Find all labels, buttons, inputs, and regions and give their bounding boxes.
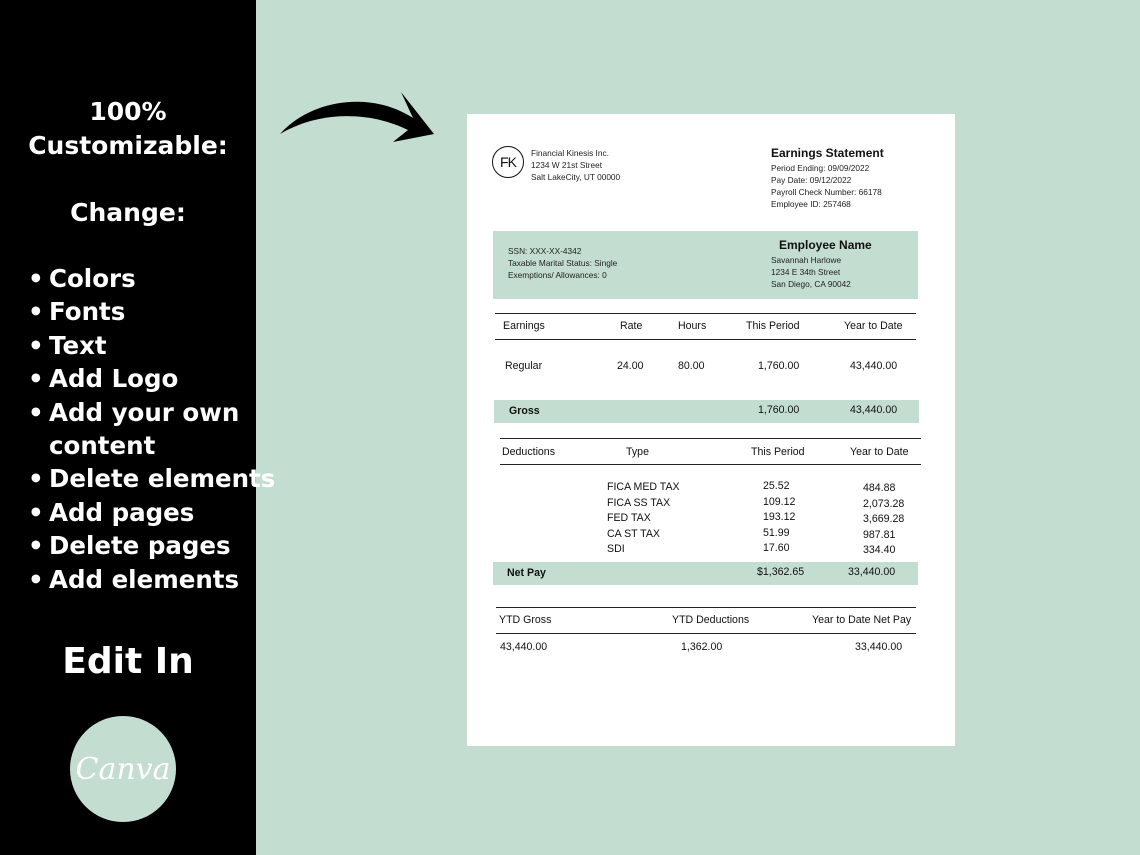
employee-id: Employee ID: 257468 [771,199,851,209]
type-header: Type [626,446,649,458]
headline-line-1: 100% [89,97,167,126]
ytd-deductions-value: 1,362.00 [681,641,723,653]
statement-title: Earnings Statement [771,146,884,160]
gross-label: Gross [509,405,540,417]
feature-item: • Add your own [18,396,254,429]
ytd-gross-header: YTD Gross [499,614,552,626]
employee-info [771,237,872,290]
promo-panel [0,0,276,855]
deduction-amount: 17.60 [763,542,790,555]
deduction-this-period [763,479,795,557]
deduction-type: FICA MED TAX [607,481,680,493]
ytd-net-pay-value: 33,440.00 [855,641,903,653]
divider [500,464,921,465]
feature-item: • Fonts [18,295,254,328]
deduction-ytd-amount: 3,669.28 [863,513,905,526]
divider [495,339,916,340]
ded-this-period-header: This Period [751,446,805,458]
tax-info [508,245,617,281]
employee-address-1: 1234 E 34th Street [771,267,841,277]
deduction-amount: 51.99 [763,526,790,539]
this-period-header: This Period [746,320,800,332]
period-ending: Period Ending: 09/09/2022 [771,163,870,173]
deduction-amount: 109.12 [763,495,796,508]
feature-item: • Add elements [18,563,254,596]
headline-line-2: Customizable: [28,131,228,160]
regular-label: Regular [505,360,543,372]
curved-arrow-icon [275,82,440,147]
divider [495,313,916,314]
company-address-1: 1234 W 21st Street [531,160,603,170]
canva-logo: Canva [70,716,176,822]
company-logo: FK [492,146,524,178]
feature-item: • Delete pages [18,529,254,562]
feature-item: • Text [18,329,254,362]
deduction-ytd [863,481,904,559]
statement-info [771,145,884,210]
net-pay-label: Net Pay [507,567,546,579]
employee-band [493,231,918,299]
earnings-statement-page [467,114,955,746]
feature-item-continuation: content [49,431,156,461]
ytd-deductions-header: YTD Deductions [672,614,750,626]
employee-name-title: Employee Name [779,238,872,252]
headline [0,95,256,163]
deduction-type: SDI [607,543,625,556]
deduction-type: FICA SS TAX [607,496,671,509]
edit-in-label: Edit In [62,641,194,682]
ded-ytd-header: Year to Date [850,446,909,458]
deductions-header: Deductions [502,446,555,458]
deduction-amount: 25.52 [763,480,790,492]
feature-list [18,262,276,596]
deduction-ytd-amount: 2,073.28 [863,497,905,510]
change-label: Change: [70,198,186,227]
net-pay-ytd: 33,440.00 [848,566,896,578]
feature-item: • Add pages [18,496,254,529]
feature-item: • Add Logo [18,362,254,395]
deduction-ytd-amount: 987.81 [863,528,896,541]
hours-header: Hours [678,320,707,332]
rate-header: Rate [620,320,643,332]
regular-this-period: 1,760.00 [758,360,800,372]
company-address-2: Salt LakeCity, UT 00000 [531,172,621,182]
earnings-header: Earnings [503,320,545,332]
net-pay-this-period: $1,362.65 [757,566,805,578]
regular-hours: 80.00 [678,360,705,372]
ytd-net-pay-header: Year to Date Net Pay [812,614,912,626]
deduction-ytd-amount: 334.40 [863,544,896,557]
company-info [531,147,620,183]
marital-status: Taxable Marital Status: Single [508,258,618,268]
employee-address-2: San Diego, CA 90042 [771,279,851,289]
exemptions: Exemptions/ Allowances: 0 [508,270,607,280]
regular-ytd: 43,440.00 [850,360,898,372]
check-number: Payroll Check Number: 66178 [771,187,882,197]
gross-ytd: 43,440.00 [850,404,898,416]
employee-name: Savannah Harlowe [771,255,842,265]
deduction-type: CA ST TAX [607,527,660,540]
ytd-gross-value: 43,440.00 [500,641,548,653]
regular-rate: 24.00 [617,360,644,372]
pay-date: Pay Date: 09/12/2022 [771,175,852,185]
deduction-amount: 193.12 [763,511,796,524]
divider [496,633,916,634]
company-name: Financial Kinesis Inc. [531,148,609,158]
divider [496,607,916,608]
deduction-type: FED TAX [607,512,651,525]
divider [500,438,921,439]
deduction-ytd-amount: 484.88 [863,482,896,494]
deduction-types [607,480,680,558]
feature-item: • Colors [18,262,254,295]
ssn: SSN: XXX-XX-4342 [508,246,582,256]
feature-item: • Delete elements [18,462,254,495]
gross-this-period: 1,760.00 [758,404,800,416]
ytd-header: Year to Date [844,320,903,332]
